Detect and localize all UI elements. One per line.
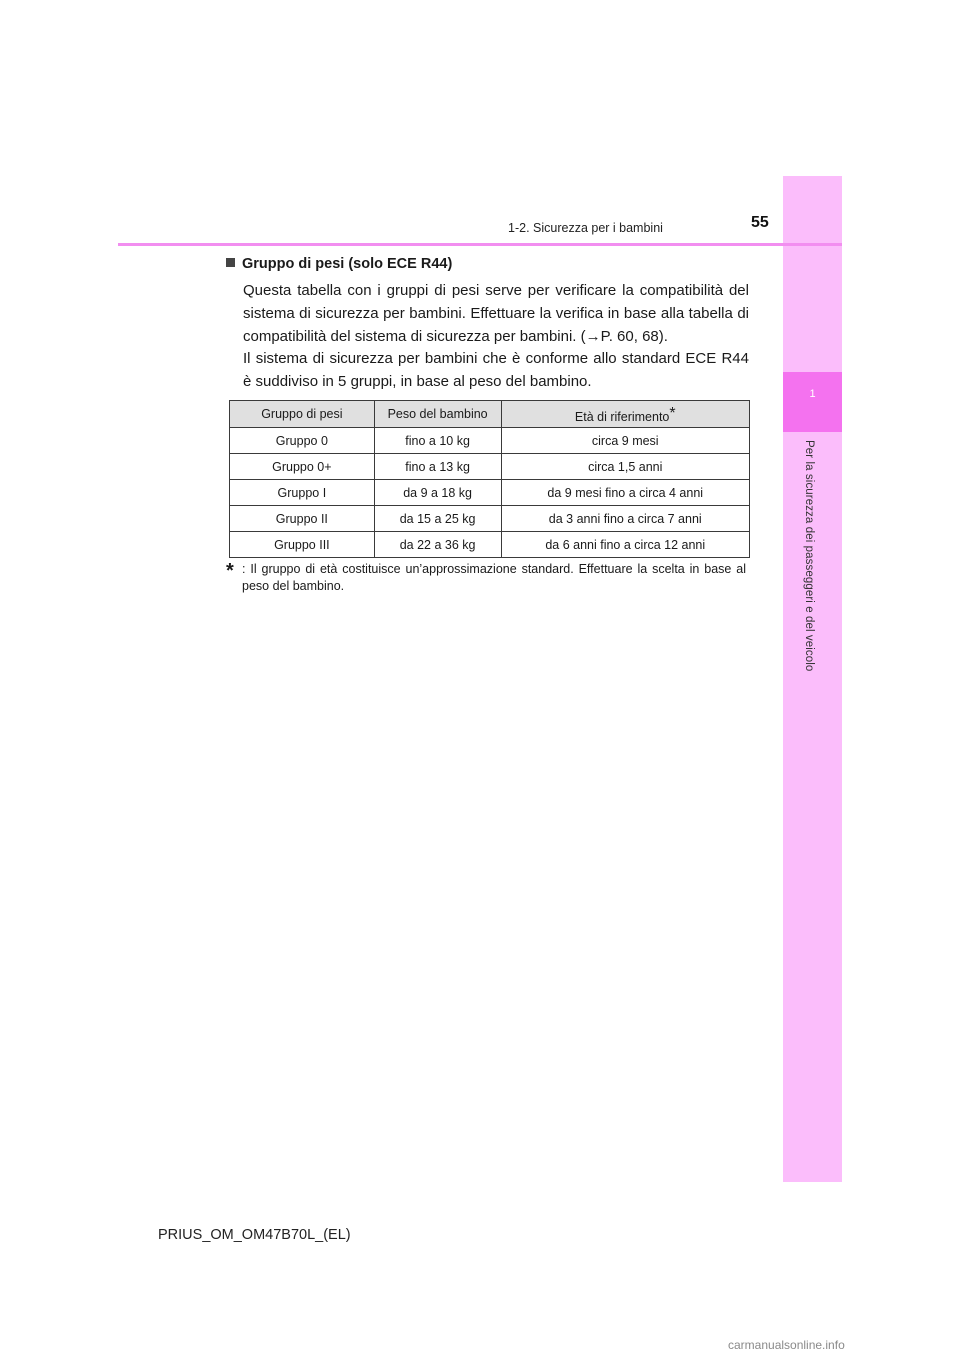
table-cell: da 3 anni fino a circa 7 anni — [501, 506, 750, 532]
table-cell: Gruppo I — [230, 480, 375, 506]
table-row — [230, 506, 750, 532]
table-cell: da 9 mesi fino a circa 4 anni — [501, 480, 750, 506]
table-cell: Gruppo II — [230, 506, 375, 532]
table-header-row — [230, 401, 750, 428]
asterisk-mark: * — [669, 404, 676, 422]
table-cell: da 6 anni fino a circa 12 anni — [501, 532, 750, 558]
subheading-text: Gruppo di pesi (solo ECE R44) — [242, 256, 453, 272]
table-cell: da 22 a 36 kg — [374, 532, 501, 558]
table-row — [230, 480, 750, 506]
section-title: 1-2. Sicurezza per i bambini — [508, 221, 663, 235]
paragraph-1: Questa tabella con i gruppi di pesi serve per verificare la compatibilità del sistema di sicurezza per bambini. Effettuare la verifica in base alla tabella di compatibilità del sistema di sicurezza per bambini. (→P. 60, 68). — [243, 282, 749, 345]
footnote — [226, 560, 746, 595]
table-row — [230, 428, 750, 454]
page-number: 55 — [751, 214, 769, 231]
square-bullet-icon — [226, 258, 235, 267]
column-header-text: Età di riferimento — [574, 409, 670, 424]
watermark: carmanualsonline.info — [728, 1338, 845, 1352]
table-cell: Gruppo III — [230, 532, 375, 558]
chapter-tab — [783, 372, 842, 432]
table-row — [230, 454, 750, 480]
paragraph-2: Il sistema di sicurezza per bambini che è conforme allo standard ECE R44 è suddiviso in 5 gruppi, in base al peso del bambino. — [243, 350, 749, 390]
weight-group-table — [229, 400, 750, 558]
chapter-label: Per la sicurezza dei passeggeri e del veicolo — [803, 440, 815, 672]
table-cell: Gruppo 0 — [230, 428, 375, 454]
chapter-tab-number: 1 — [809, 388, 816, 400]
table-cell: fino a 10 kg — [374, 428, 501, 454]
table-cell: circa 1,5 anni — [501, 454, 750, 480]
column-header — [501, 401, 750, 428]
subheading — [226, 256, 452, 272]
table-cell: circa 9 mesi — [501, 428, 750, 454]
table-cell: da 15 a 25 kg — [374, 506, 501, 532]
table-cell: da 9 a 18 kg — [374, 480, 501, 506]
column-header: Peso del bambino — [374, 401, 501, 428]
table-row — [230, 532, 750, 558]
footnote-asterisk: * — [226, 560, 234, 582]
table-cell: Gruppo 0+ — [230, 454, 375, 480]
document-code: PRIUS_OM_OM47B70L_(EL) — [158, 1227, 351, 1243]
footnote-text: : Il gruppo di età costituisce un’approssimazione standard. Effettuare la scelta in base al peso del bambino. — [242, 562, 746, 593]
table-cell: fino a 13 kg — [374, 454, 501, 480]
column-header: Gruppo di pesi — [230, 401, 375, 428]
header-rule — [118, 243, 842, 246]
